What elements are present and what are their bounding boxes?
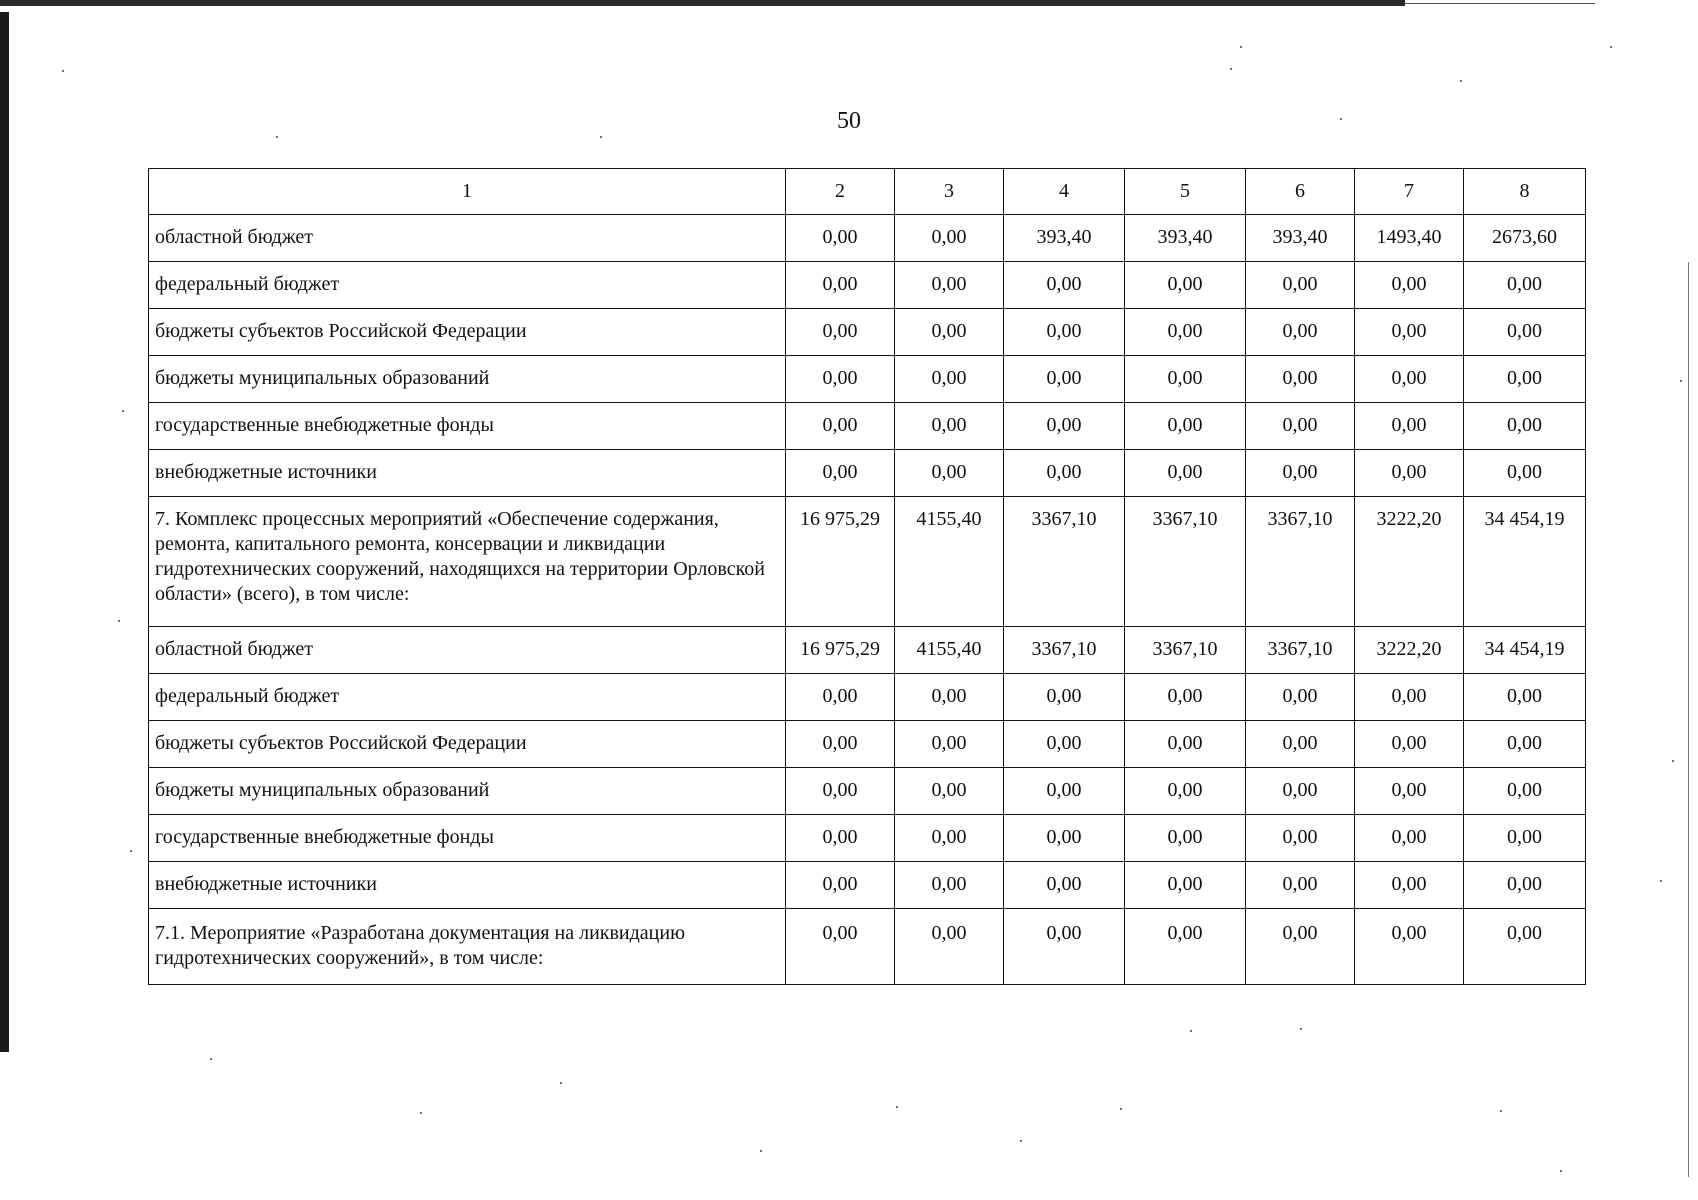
value-cell: 0,00	[1355, 909, 1464, 985]
value-cell: 0,00	[786, 721, 895, 768]
table-row	[149, 262, 1586, 309]
header-cell: 4	[1004, 169, 1125, 215]
table-row	[149, 403, 1586, 450]
scan-speck	[118, 620, 120, 622]
value-cell: 0,00	[1355, 403, 1464, 450]
header-cell: 1	[149, 169, 786, 215]
value-cell: 0,00	[1355, 768, 1464, 815]
budget-table	[148, 168, 1586, 985]
value-cell: 3367,10	[1125, 497, 1246, 627]
scan-edge-top	[0, 0, 1405, 6]
scan-speck	[1660, 880, 1662, 882]
header-cell: 7	[1355, 169, 1464, 215]
row-label: государственные внебюджетные фонды	[149, 403, 786, 450]
value-cell: 0,00	[786, 815, 895, 862]
scan-speck	[1340, 118, 1342, 120]
value-cell: 3367,10	[1004, 497, 1125, 627]
scan-speck	[210, 1058, 212, 1060]
value-cell: 393,40	[1125, 215, 1246, 262]
header-cell: 5	[1125, 169, 1246, 215]
value-cell: 393,40	[1246, 215, 1355, 262]
value-cell: 0,00	[1355, 862, 1464, 909]
scan-speck	[760, 1150, 762, 1152]
value-cell: 0,00	[1464, 403, 1586, 450]
table-row	[149, 909, 1586, 985]
table-row	[149, 862, 1586, 909]
scan-speck	[600, 136, 602, 138]
value-cell: 0,00	[1246, 674, 1355, 721]
value-cell: 0,00	[1004, 909, 1125, 985]
row-label: областной бюджет	[149, 215, 786, 262]
value-cell: 0,00	[1125, 768, 1246, 815]
scan-edge-left	[0, 12, 9, 1052]
scan-speck	[1610, 46, 1612, 48]
value-cell: 0,00	[786, 862, 895, 909]
value-cell: 0,00	[786, 262, 895, 309]
value-cell: 0,00	[1004, 309, 1125, 356]
value-cell: 34 454,19	[1464, 497, 1586, 627]
scan-speck	[1120, 1108, 1122, 1110]
value-cell: 0,00	[1355, 721, 1464, 768]
value-cell: 0,00	[1464, 815, 1586, 862]
scan-edge-right	[1688, 262, 1689, 1177]
value-cell: 393,40	[1004, 215, 1125, 262]
value-cell: 0,00	[786, 356, 895, 403]
row-label: федеральный бюджет	[149, 262, 786, 309]
value-cell: 0,00	[786, 215, 895, 262]
value-cell: 0,00	[1464, 450, 1586, 497]
value-cell: 0,00	[1464, 909, 1586, 985]
value-cell: 0,00	[1355, 450, 1464, 497]
value-cell: 0,00	[1464, 768, 1586, 815]
row-label: федеральный бюджет	[149, 674, 786, 721]
value-cell: 3367,10	[1246, 497, 1355, 627]
value-cell: 3367,10	[1125, 627, 1246, 674]
value-cell: 0,00	[895, 815, 1004, 862]
value-cell: 0,00	[786, 450, 895, 497]
value-cell: 0,00	[895, 262, 1004, 309]
header-cell: 2	[786, 169, 895, 215]
row-label: областной бюджет	[149, 627, 786, 674]
scan-speck	[1190, 1030, 1192, 1032]
scan-speck	[1680, 380, 1682, 382]
value-cell: 0,00	[1246, 815, 1355, 862]
value-cell: 0,00	[786, 768, 895, 815]
scan-speck	[1230, 68, 1232, 70]
value-cell: 0,00	[1464, 309, 1586, 356]
value-cell: 0,00	[1125, 815, 1246, 862]
value-cell: 0,00	[1004, 815, 1125, 862]
scan-speck	[420, 1112, 422, 1114]
value-cell: 0,00	[1004, 262, 1125, 309]
value-cell: 16 975,29	[786, 497, 895, 627]
value-cell: 0,00	[1355, 815, 1464, 862]
table-row	[149, 674, 1586, 721]
scan-speck	[1672, 760, 1674, 762]
row-label: 7. Комплекс процессных мероприятий «Обеспечение содержания, ремонта, капитального ремонта, консервации и ликвидации гидротехнических сооружений, находящихся на территории Орловской области» (всего), в том числе:	[149, 497, 786, 627]
value-cell: 0,00	[1125, 403, 1246, 450]
table-row	[149, 309, 1586, 356]
value-cell: 0,00	[1004, 862, 1125, 909]
value-cell: 0,00	[1246, 450, 1355, 497]
row-label: 7.1. Мероприятие «Разработана документация на ликвидацию гидротехнических сооружений», в том числе:	[149, 909, 786, 985]
value-cell: 0,00	[1004, 403, 1125, 450]
value-cell: 0,00	[1125, 674, 1246, 721]
value-cell: 0,00	[895, 721, 1004, 768]
value-cell: 0,00	[1125, 909, 1246, 985]
table-row	[149, 768, 1586, 815]
value-cell: 3222,20	[1355, 497, 1464, 627]
value-cell: 0,00	[1246, 862, 1355, 909]
value-cell: 0,00	[1246, 309, 1355, 356]
table-row	[149, 627, 1586, 674]
value-cell: 0,00	[786, 403, 895, 450]
scan-speck	[1020, 1140, 1022, 1142]
value-cell: 0,00	[1355, 309, 1464, 356]
page-number: 50	[837, 108, 861, 134]
value-cell: 0,00	[786, 309, 895, 356]
row-label: бюджеты муниципальных образований	[149, 356, 786, 403]
value-cell: 4155,40	[895, 627, 1004, 674]
value-cell: 0,00	[1125, 450, 1246, 497]
scan-speck	[122, 410, 124, 412]
value-cell: 0,00	[1004, 674, 1125, 721]
value-cell: 0,00	[1004, 768, 1125, 815]
row-label: бюджеты муниципальных образований	[149, 768, 786, 815]
table-row	[149, 356, 1586, 403]
row-label: бюджеты субъектов Российской Федерации	[149, 721, 786, 768]
value-cell: 0,00	[1125, 356, 1246, 403]
value-cell: 16 975,29	[786, 627, 895, 674]
value-cell: 3222,20	[1355, 627, 1464, 674]
value-cell: 0,00	[895, 674, 1004, 721]
scan-speck	[62, 70, 64, 72]
scan-speck	[1240, 46, 1242, 48]
scan-speck	[276, 136, 278, 138]
header-cell: 3	[895, 169, 1004, 215]
scan-speck	[130, 850, 132, 852]
value-cell: 0,00	[895, 450, 1004, 497]
value-cell: 0,00	[895, 356, 1004, 403]
value-cell: 0,00	[1464, 262, 1586, 309]
value-cell: 0,00	[1355, 262, 1464, 309]
value-cell: 3367,10	[1246, 627, 1355, 674]
scan-speck	[560, 1082, 562, 1084]
scan-speck	[1500, 1110, 1502, 1112]
value-cell: 0,00	[786, 909, 895, 985]
value-cell: 0,00	[1355, 674, 1464, 721]
row-label: внебюджетные источники	[149, 862, 786, 909]
value-cell: 0,00	[1246, 262, 1355, 309]
value-cell: 0,00	[1464, 862, 1586, 909]
table-body	[149, 169, 1586, 985]
value-cell: 4155,40	[895, 497, 1004, 627]
value-cell: 0,00	[895, 768, 1004, 815]
scan-speck	[1300, 1028, 1302, 1030]
value-cell: 0,00	[895, 403, 1004, 450]
value-cell: 34 454,19	[1464, 627, 1586, 674]
header-cell: 6	[1246, 169, 1355, 215]
value-cell: 2673,60	[1464, 215, 1586, 262]
value-cell: 0,00	[895, 862, 1004, 909]
value-cell: 0,00	[1246, 403, 1355, 450]
header-cell: 8	[1464, 169, 1586, 215]
table-row	[149, 815, 1586, 862]
value-cell: 0,00	[1355, 356, 1464, 403]
value-cell: 0,00	[1246, 356, 1355, 403]
scan-speck	[1560, 1170, 1562, 1172]
row-label: бюджеты субъектов Российской Федерации	[149, 309, 786, 356]
table-row	[149, 450, 1586, 497]
value-cell: 1493,40	[1355, 215, 1464, 262]
value-cell: 0,00	[1125, 262, 1246, 309]
value-cell: 0,00	[1464, 721, 1586, 768]
table-row	[149, 497, 1586, 627]
value-cell: 3367,10	[1004, 627, 1125, 674]
value-cell: 0,00	[1246, 909, 1355, 985]
value-cell: 0,00	[1004, 450, 1125, 497]
value-cell: 0,00	[1464, 356, 1586, 403]
table-row	[149, 215, 1586, 262]
row-label: государственные внебюджетные фонды	[149, 815, 786, 862]
value-cell: 0,00	[786, 674, 895, 721]
scan-speck	[896, 1106, 898, 1108]
value-cell: 0,00	[1004, 356, 1125, 403]
value-cell: 0,00	[1246, 768, 1355, 815]
value-cell: 0,00	[895, 909, 1004, 985]
scan-speck	[1460, 80, 1462, 82]
value-cell: 0,00	[1125, 309, 1246, 356]
value-cell: 0,00	[1464, 674, 1586, 721]
value-cell: 0,00	[895, 309, 1004, 356]
value-cell: 0,00	[1246, 721, 1355, 768]
header-row	[149, 169, 1586, 215]
value-cell: 0,00	[1125, 721, 1246, 768]
value-cell: 0,00	[895, 215, 1004, 262]
table-row	[149, 721, 1586, 768]
scan-edge-top-thin	[1405, 3, 1595, 4]
row-label: внебюджетные источники	[149, 450, 786, 497]
value-cell: 0,00	[1004, 721, 1125, 768]
value-cell: 0,00	[1125, 862, 1246, 909]
